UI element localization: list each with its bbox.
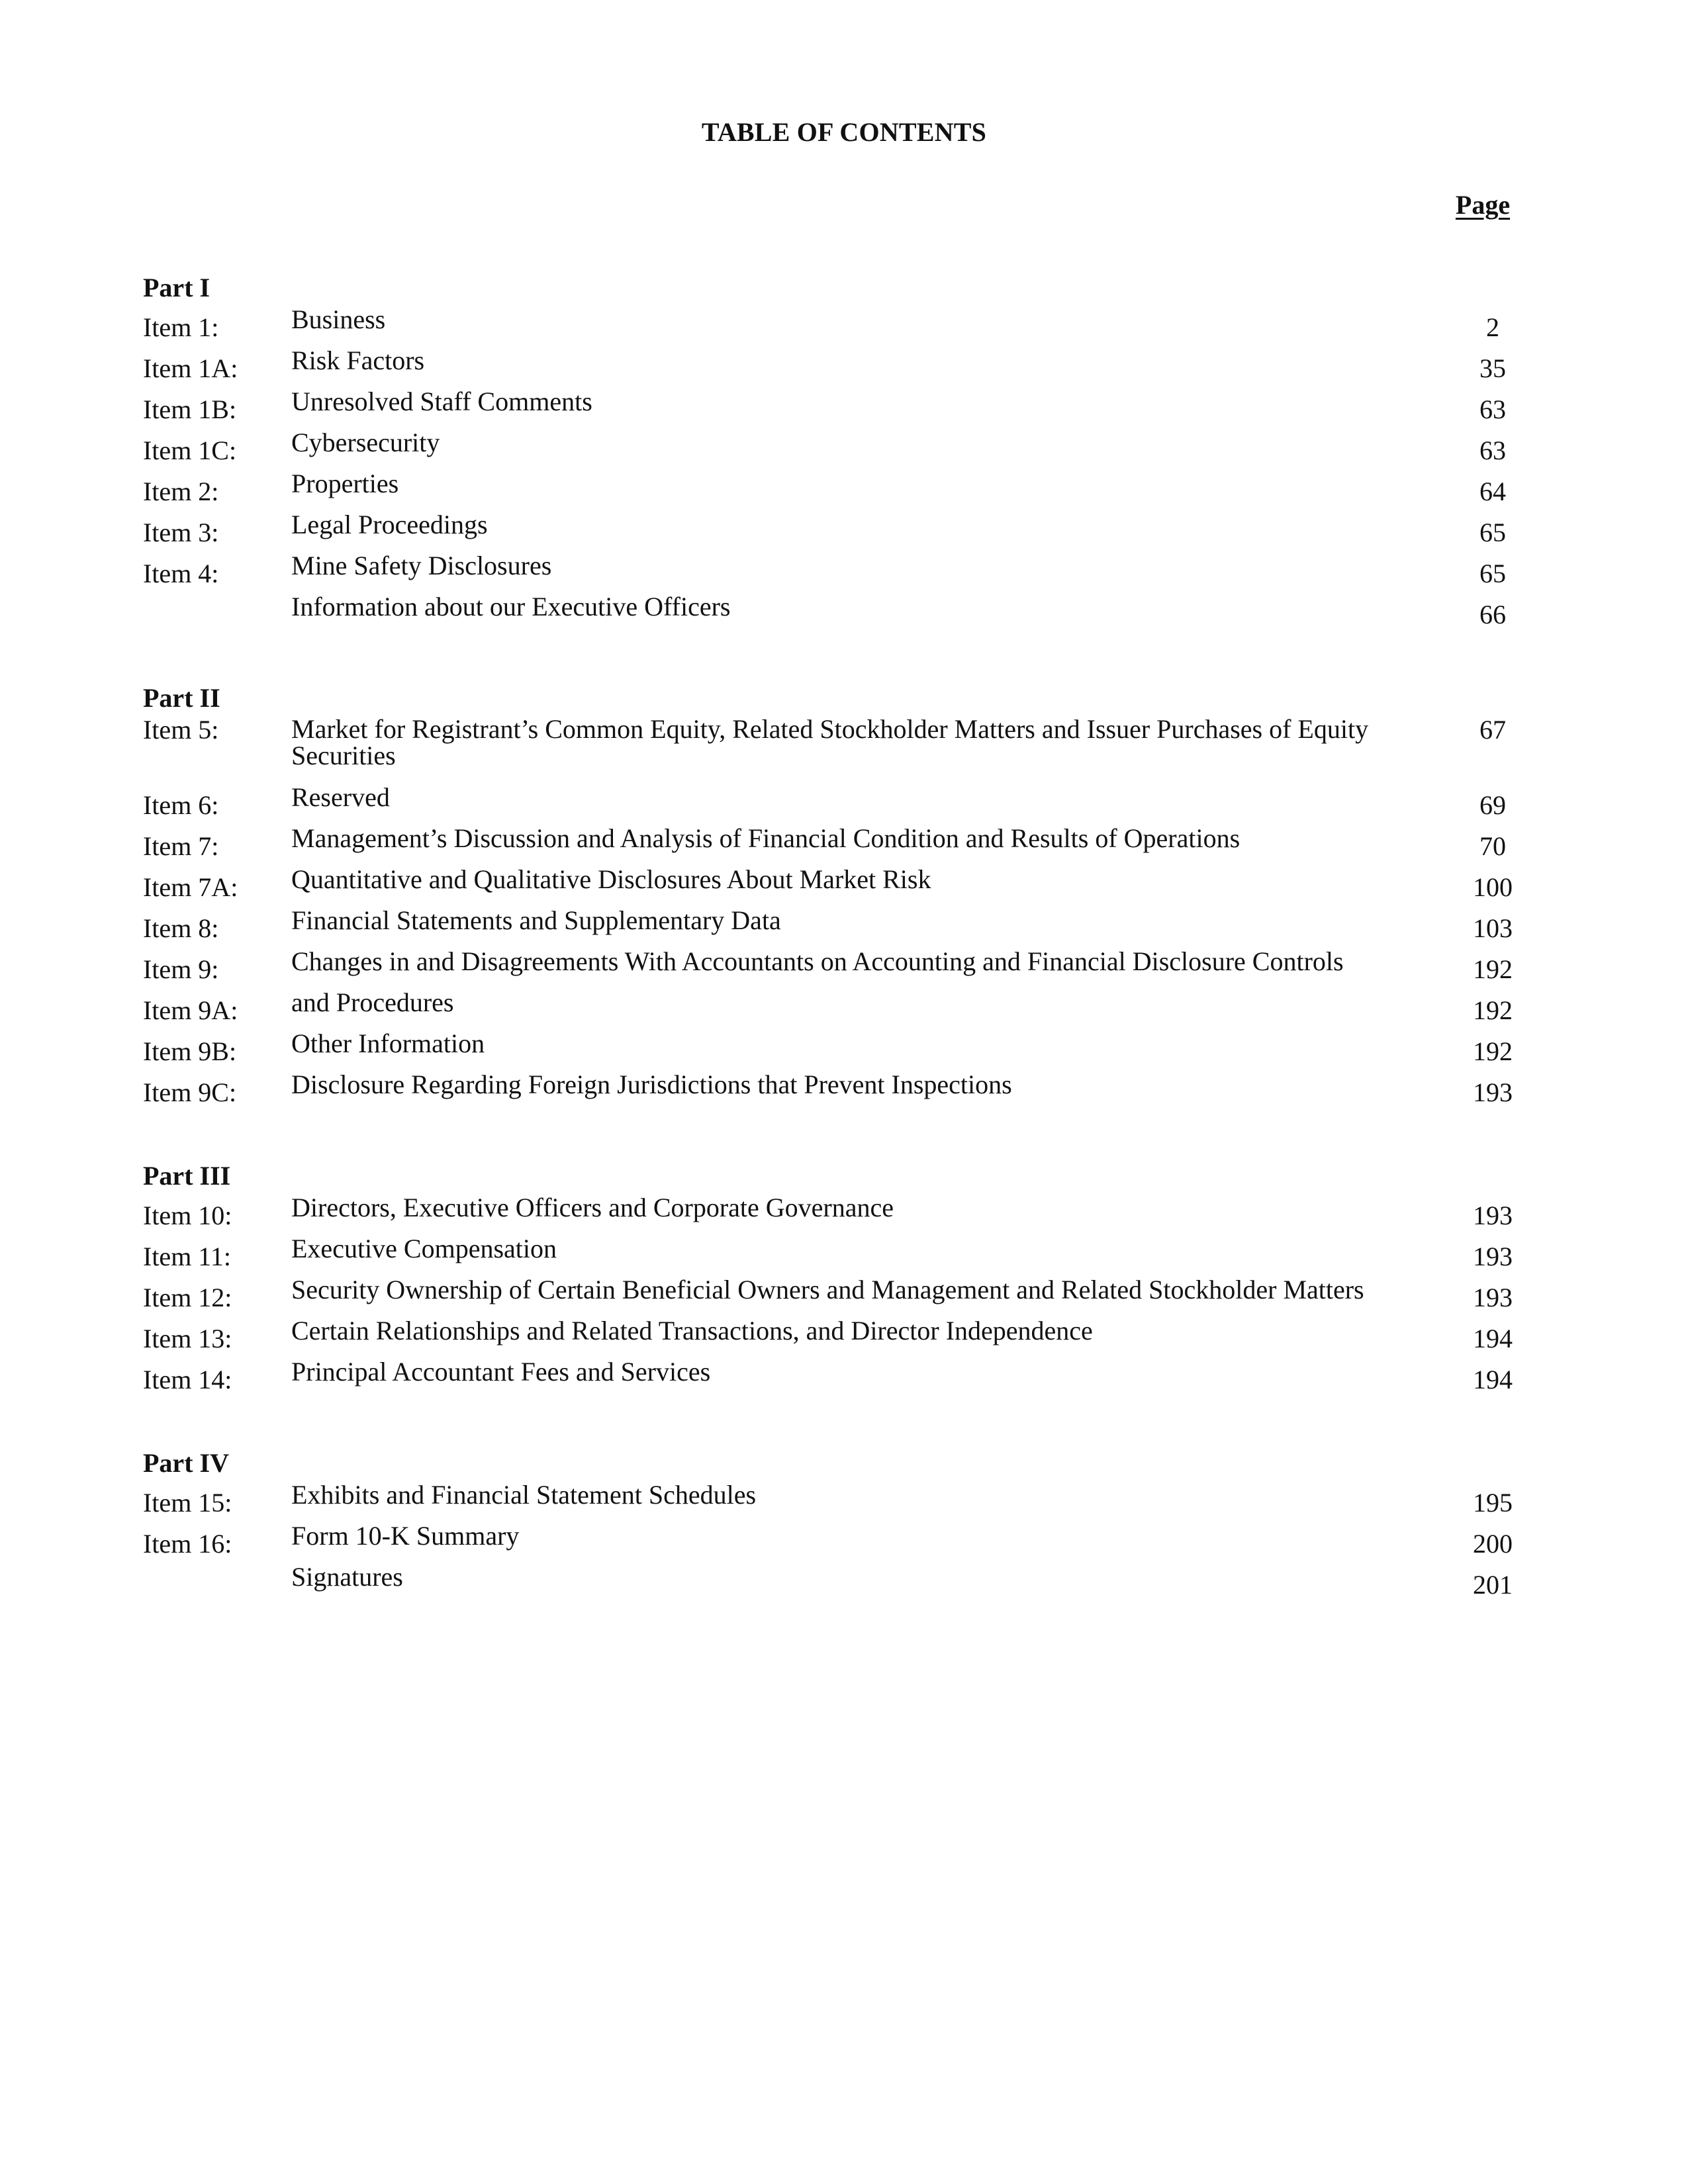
toc-entry[interactable] [143, 989, 1536, 1030]
item-number: Item 1C: [143, 435, 237, 465]
toc-entry[interactable] [143, 1194, 1536, 1235]
item-page-number: 201 [1473, 1570, 1513, 1600]
item-page-number: 63 [1479, 394, 1506, 424]
item-number: Item 8: [143, 913, 219, 943]
item-number: Item 12: [143, 1283, 232, 1312]
item-page-number: 192 [1473, 954, 1513, 984]
item-page-number: 35 [1479, 353, 1506, 383]
item-number: Item 9A: [143, 995, 238, 1025]
toc-entry[interactable] [143, 306, 1536, 347]
part-title: Part I [143, 273, 211, 302]
item-number: Item 9C: [143, 1077, 237, 1107]
item-number: Item 16: [143, 1529, 232, 1559]
item-description: and Procedures [291, 987, 454, 1017]
item-number: Item 14: [143, 1365, 232, 1394]
item-number [143, 593, 291, 601]
item-description: Properties [291, 469, 399, 498]
part-title: Part IV [143, 1448, 229, 1478]
item-page-number: 192 [1473, 995, 1513, 1025]
toc-entry[interactable] [143, 1276, 1536, 1317]
toc-entry[interactable] [143, 511, 1536, 552]
part-ii-section [143, 680, 1536, 1112]
toc-entry[interactable] [143, 552, 1536, 593]
toc-entry[interactable] [143, 866, 1536, 907]
part-iii-section [143, 1158, 1536, 1399]
item-number: Item 11: [143, 1242, 231, 1271]
item-number [143, 1563, 291, 1571]
item-page-number: 67 [1479, 715, 1506, 745]
table-of-contents [143, 270, 1536, 1651]
item-description: Business [291, 304, 386, 334]
item-page-number: 194 [1473, 1365, 1513, 1394]
item-description: Unresolved Staff Comments [291, 387, 592, 416]
item-page-number: 100 [1473, 872, 1513, 902]
item-description: Cybersecurity [291, 428, 440, 457]
item-number: Item 7A: [143, 872, 238, 902]
item-number: Item 1A: [143, 353, 238, 383]
item-description: Mine Safety Disclosures [291, 551, 552, 580]
item-description: Executive Compensation [291, 1234, 557, 1263]
item-page-number: 192 [1473, 1036, 1513, 1066]
item-number: Item 4: [143, 559, 219, 588]
toc-entry[interactable] [143, 784, 1536, 825]
item-page-number: 2 [1486, 312, 1499, 342]
item-page-number: 65 [1479, 559, 1506, 588]
toc-entry[interactable] [143, 1235, 1536, 1276]
part-title: Part III [143, 1161, 231, 1191]
toc-entry[interactable] [143, 347, 1536, 388]
toc-entry[interactable] [143, 907, 1536, 948]
item-number: Item 1B: [143, 394, 237, 424]
item-number: Item 9: [143, 954, 219, 984]
toc-entry[interactable] [143, 1071, 1536, 1112]
item-description: Reserved [291, 782, 390, 812]
toc-entry[interactable] [143, 1481, 1536, 1522]
item-page-number: 65 [1479, 518, 1506, 547]
part-i-section [143, 270, 1536, 634]
item-number: Item 7: [143, 831, 219, 861]
item-page-number: 200 [1473, 1529, 1513, 1559]
item-description: Security Ownership of Certain Beneficial Owners and Management and Related Stockholder Matters [291, 1275, 1364, 1304]
item-description: Financial Statements and Supplementary Data [291, 905, 781, 935]
item-page-number: 193 [1473, 1201, 1513, 1230]
item-description: Form 10-K Summary [291, 1521, 520, 1551]
item-description: Disclosure Regarding Foreign Jurisdictions that Prevent Inspections [291, 1069, 1012, 1099]
toc-entry[interactable] [143, 825, 1536, 866]
item-number: Item 15: [143, 1488, 232, 1518]
item-page-number: 70 [1479, 831, 1506, 861]
item-description: Changes in and Disagreements With Accountants on Accounting and Financial Disclosure Controls [291, 946, 1344, 976]
item-number: Item 2: [143, 477, 219, 506]
page-column-header: Page [1455, 190, 1511, 220]
item-page-number: 193 [1473, 1242, 1513, 1271]
toc-entry[interactable] [143, 1030, 1536, 1071]
item-page-number: 195 [1473, 1488, 1513, 1518]
item-description: Exhibits and Financial Statement Schedules [291, 1480, 757, 1510]
toc-entry[interactable] [143, 470, 1536, 511]
item-number: Item 13: [143, 1324, 232, 1353]
item-description: Other Information [291, 1028, 485, 1058]
toc-entry[interactable] [143, 388, 1536, 429]
item-page-number: 193 [1473, 1283, 1513, 1312]
part-title: Part II [143, 683, 220, 713]
item-page-number: 66 [1479, 600, 1506, 629]
item-page-number: 103 [1473, 913, 1513, 943]
part-iv-section [143, 1445, 1536, 1604]
toc-entry[interactable] [143, 1358, 1536, 1399]
item-number: Item 9B: [143, 1036, 237, 1066]
item-page-number: 194 [1473, 1324, 1513, 1353]
item-number: Item 3: [143, 518, 219, 547]
toc-entry[interactable] [143, 948, 1536, 989]
document-title: TABLE OF CONTENTS [701, 117, 987, 147]
item-description: Quantitative and Qualitative Disclosures About Market Risk [291, 864, 931, 894]
item-description: Directors, Executive Officers and Corporate Governance [291, 1193, 894, 1222]
item-number: Item 1: [143, 312, 219, 342]
toc-entry[interactable] [143, 593, 1536, 634]
toc-entry[interactable] [143, 1317, 1536, 1358]
item-description: Certain Relationships and Related Transactions, and Director Independence [291, 1316, 1093, 1345]
item-number: Item 6: [143, 790, 219, 820]
item-description: Principal Accountant Fees and Services [291, 1357, 711, 1387]
item-description: Signatures [291, 1562, 403, 1592]
item-description: Market for Registrant’s Common Equity, Related Stockholder Matters and Issuer Purchases of Equity Securities [291, 714, 1369, 770]
item-page-number: 193 [1473, 1077, 1513, 1107]
item-description: Management’s Discussion and Analysis of Financial Condition and Results of Operations [291, 823, 1241, 853]
toc-entry[interactable] [143, 1563, 1536, 1604]
toc-entry[interactable] [143, 429, 1536, 470]
toc-entry[interactable] [143, 716, 1536, 784]
item-page-number: 64 [1479, 477, 1506, 506]
item-number: Item 10: [143, 1201, 232, 1230]
item-description: Legal Proceedings [291, 510, 488, 539]
item-page-number: 69 [1479, 790, 1506, 820]
item-number: Item 5: [143, 715, 219, 745]
item-description: Risk Factors [291, 345, 425, 375]
item-description: Information about our Executive Officers [291, 592, 731, 621]
toc-entry[interactable] [143, 1522, 1536, 1563]
item-page-number: 63 [1479, 435, 1506, 465]
